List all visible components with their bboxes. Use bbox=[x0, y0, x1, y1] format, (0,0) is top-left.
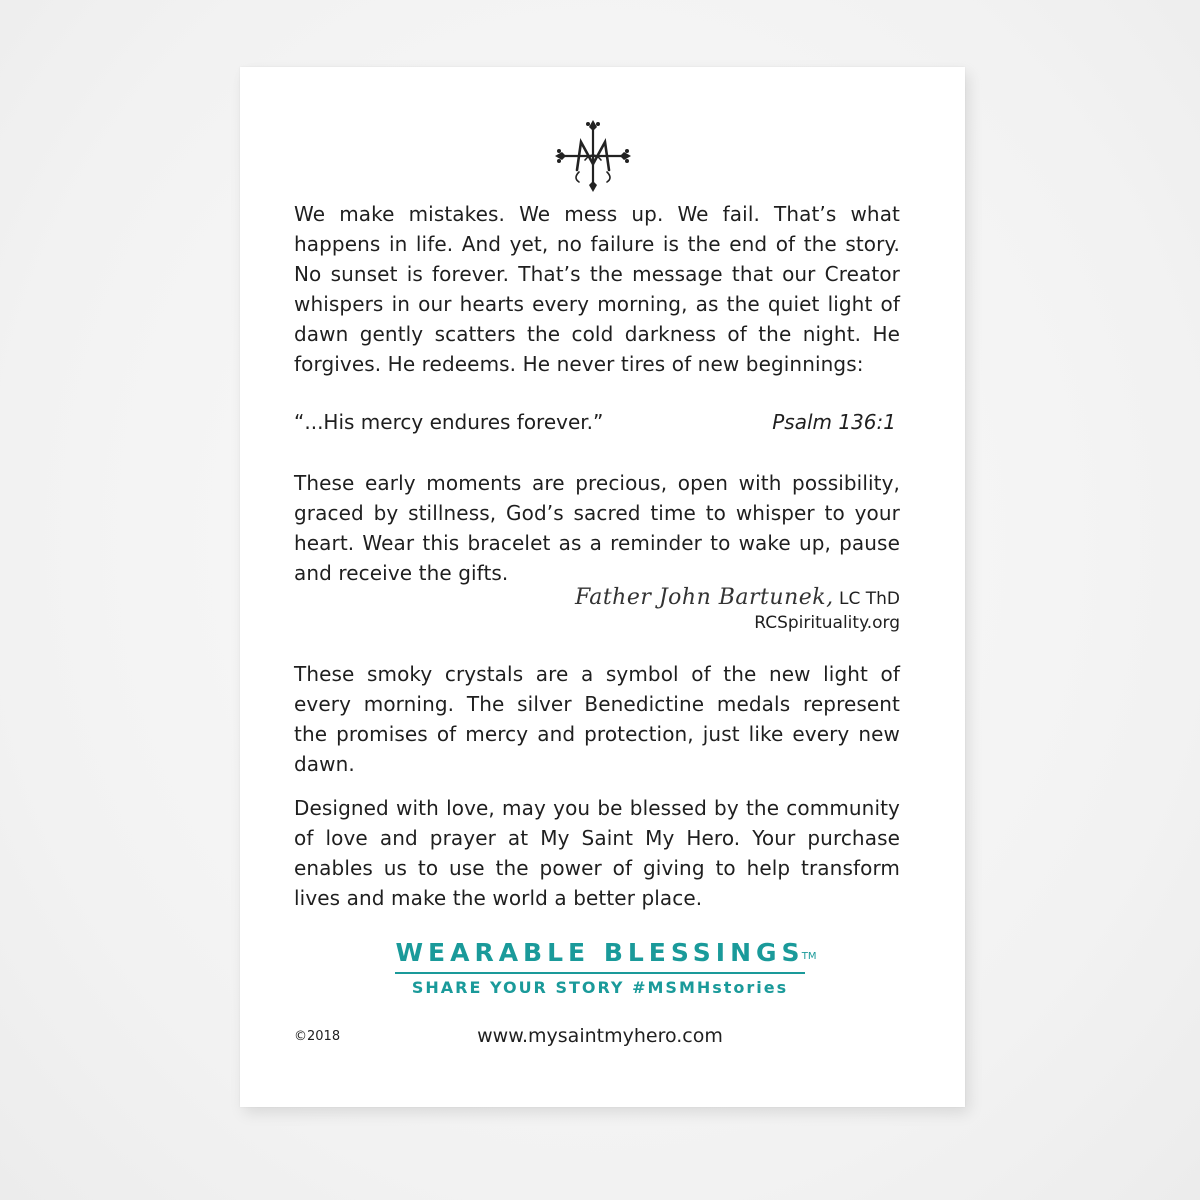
crystals-paragraph: These smoky crystals are a symbol of the new light of every morning. The silver Benedictine medals represent the promises of mercy and protection, just like every new dawn. bbox=[294, 662, 900, 776]
brand-block bbox=[300, 936, 900, 997]
footer-website: www.mysaintmyhero.com bbox=[477, 1025, 723, 1047]
author-website: RCSpirituality.org bbox=[754, 613, 900, 633]
trademark-mark: TM bbox=[801, 951, 817, 962]
signature-name: Father John Bartunek, bbox=[574, 585, 834, 610]
verse-reference: Psalm 136:1 bbox=[772, 410, 896, 434]
marian-cross-monogram-icon bbox=[555, 120, 631, 192]
copyright-notice: ©2018 bbox=[294, 1029, 341, 1044]
signature-credentials: LC ThD bbox=[839, 589, 900, 609]
brand-title bbox=[395, 936, 817, 974]
reflection-paragraph: These early moments are precious, open with possibility, graced by stillness, God’s sacred time to whisper to your heart. Wear this bracelet as a reminder to wake up, pause and receive the gifts. bbox=[294, 471, 900, 585]
brand-tagline: SHARE YOUR STORY #MSMHstories bbox=[411, 978, 789, 997]
brand-title-text: WEARABLE BLESSINGS bbox=[395, 938, 805, 967]
verse-quote: “...His mercy endures forever.” bbox=[294, 410, 604, 434]
intro-paragraph: We make mistakes. We mess up. We fail. That’s what happens in life. And yet, no failure is the end of the story. No sunset is forever. That’s the message that our Creator whispers in our hearts every morning, as the quiet light of dawn gently scatters the cold darkness of the night. He forgives. He redeems. He never tires of new beginnings: bbox=[294, 202, 900, 376]
scripture-verse bbox=[294, 407, 900, 437]
mission-paragraph: Designed with love, may you be blessed by the community of love and prayer at My Saint My Hero. Your purchase enables us to use the power of giving to help transform lives and make the world a better place. bbox=[294, 796, 900, 910]
